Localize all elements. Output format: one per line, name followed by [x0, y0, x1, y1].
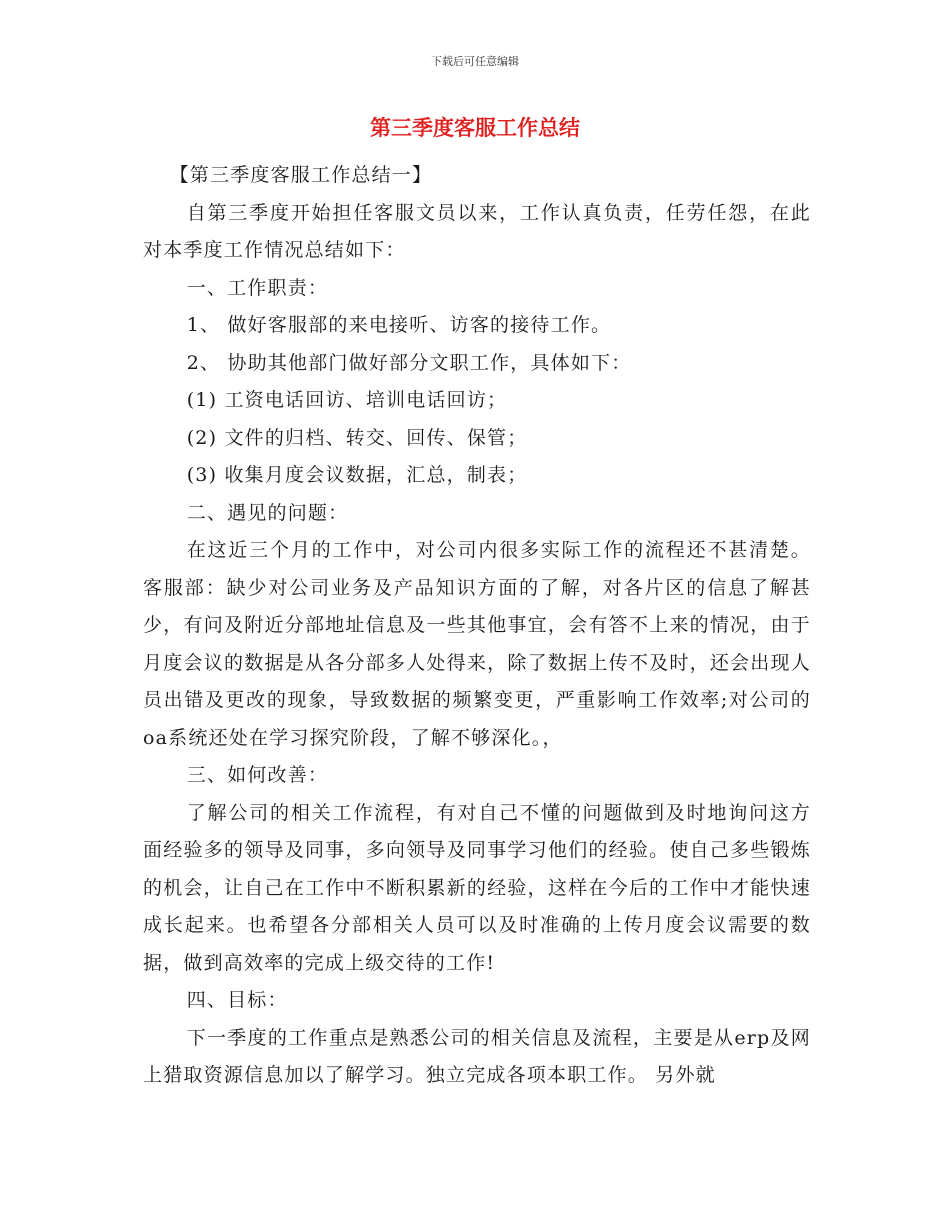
subheading: 三、如何改善： [186, 764, 329, 786]
document-title: 第三季度客服工作总结 [370, 116, 580, 140]
paragraph: 在这近三个月的工作中，对公司内很多实际工作的流程还不甚清楚。客服部：缺少对公司业务及产品知识方面的了解，对各片区的信息了解甚少，有问及附近分部地址信息及一些其他事宜，会有答不上来的情况，由于月度会议的数据是从各分部多人处得来，除了数据上传不及时，还会出现人员出错及更改的现象，导致数据的频繁变更，严重影响工作效率;对公司的oa系统还处在学习探究阶段，了解不够深化。， [143, 539, 811, 749]
list-item: 2、 协助其他部门做好部分文职工作，具体如下： [186, 351, 632, 374]
paragraph: 下一季度的工作重点是熟悉公司的相关信息及流程，主要是从erp及网上猎取资源信息加以了解学习。独立完成各项本职工作。 另外就 [143, 1026, 811, 1086]
list-item: (3) 收集月度会议数据，汇总，制表； [186, 464, 528, 486]
subheading: 四、目标： [186, 989, 288, 1011]
paragraph: 了解公司的相关工作流程，有对自己不懂的问题做到及时地询问这方面经验多的领导及同事，多向领导及同事学习他们的经验。使自己多些锻炼的机会，让自己在工作中不断积累新的经验，这样在今后的工作中才能快速成长起来。也希望各分部相关人员可以及时准确的上传月度会议需要的数据，做到高效率的完成上级交待的工作! [143, 801, 811, 974]
list-item: (1) 工资电话回访、培训电话回访； [186, 389, 508, 411]
header-note: 下载后可任意编辑 [431, 55, 519, 68]
document-body [143, 157, 811, 1095]
list-item: (2) 文件的归档、转交、回传、保管； [186, 426, 528, 449]
paragraph: 自第三季度开始担任客服文员以来，工作认真负责，任劳任怨，在此对本季度工作情况总结如下： [143, 201, 811, 261]
subheading: 一、工作职责： [186, 276, 329, 299]
subheading: 二、遇见的问题： [186, 501, 349, 524]
section-heading: 【第三季度客服工作总结一】 [169, 164, 433, 186]
list-item: 1、 做好客服部的来电接听、访客的接待工作。 [186, 314, 612, 336]
